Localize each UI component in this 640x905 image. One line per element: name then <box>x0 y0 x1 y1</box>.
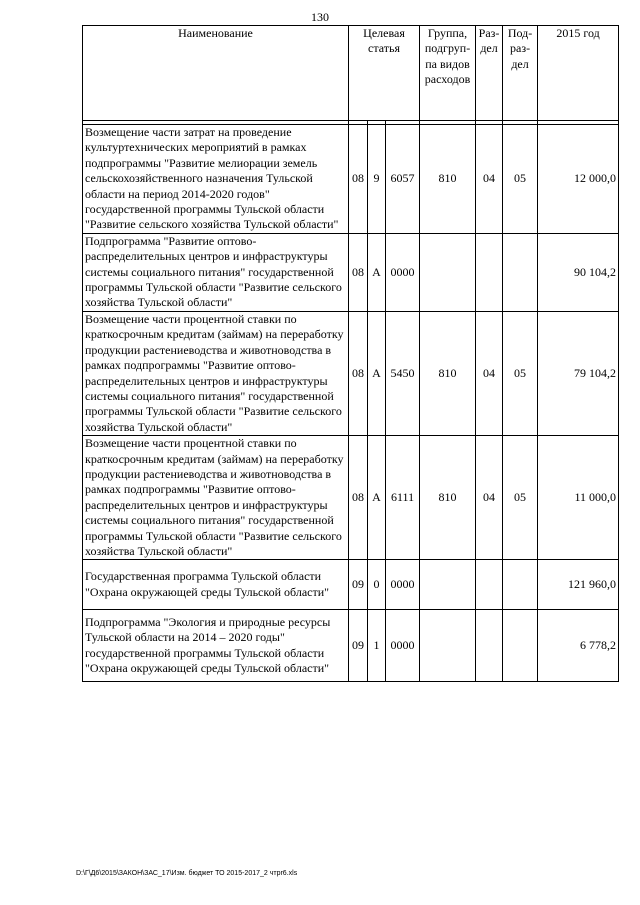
row-code-subprogram: 1 <box>368 610 386 682</box>
row-code-item: 5450 <box>386 311 420 435</box>
row-section: 04 <box>476 436 503 560</box>
header-row <box>83 26 619 121</box>
header-year: 2015 год <box>538 26 619 121</box>
row-amount: 90 104,2 <box>538 233 619 311</box>
row-group: 810 <box>420 311 476 435</box>
header-target: Целевая статья <box>349 26 420 121</box>
row-section <box>476 233 503 311</box>
row-section: 04 <box>476 311 503 435</box>
row-code-program: 08 <box>349 125 368 234</box>
row-group: 810 <box>420 125 476 234</box>
row-code-item: 0000 <box>386 233 420 311</box>
row-subsection: 05 <box>503 311 538 435</box>
row-subsection <box>503 610 538 682</box>
row-code-item: 6111 <box>386 436 420 560</box>
row-group <box>420 610 476 682</box>
row-amount: 121 960,0 <box>538 560 619 610</box>
row-name: Возмещение части процентной ставки по краткосрочным кредитам (займам) на переработку продукции растениеводства и животноводства в рамках подпрограммы "Развитие оптово-распределительных центров и инфраструктуры системы социального питания" государственной программы Тульской области "Развитие сельского хозяйства Тульской области" <box>83 436 349 560</box>
row-name: Государственная программа Тульской области "Охрана окружающей среды Тульской области" <box>83 560 349 610</box>
row-code-subprogram: 9 <box>368 125 386 234</box>
file-path-footer: D:\Г\Д6\2015\ЗАКОН\ЗАС_17\Изм. бюджет ТО 2015-2017_2 чтpr6.xls <box>76 870 298 877</box>
row-code-item: 0000 <box>386 560 420 610</box>
row-code-program: 09 <box>349 560 368 610</box>
table-row <box>83 233 619 311</box>
row-amount: 11 000,0 <box>538 436 619 560</box>
header-subsection: Под-раз-дел <box>503 26 538 121</box>
row-code-item: 0000 <box>386 610 420 682</box>
row-group <box>420 560 476 610</box>
header-name: Наименование <box>83 26 349 121</box>
row-code-item: 6057 <box>386 125 420 234</box>
row-code-program: 09 <box>349 610 368 682</box>
table-row <box>83 311 619 435</box>
row-code-subprogram: 0 <box>368 560 386 610</box>
row-name: Подпрограмма "Экология и природные ресурсы Тульской области на 2014 – 2020 годы" государственной программы Тульской области "Охрана окружающей среды Тульской области" <box>83 610 349 682</box>
row-code-program: 08 <box>349 436 368 560</box>
row-code-program: 08 <box>349 311 368 435</box>
table-row <box>83 125 619 234</box>
header-section: Раз-дел <box>476 26 503 121</box>
row-code-subprogram: А <box>368 233 386 311</box>
row-amount: 79 104,2 <box>538 311 619 435</box>
row-subsection <box>503 233 538 311</box>
budget-table <box>82 25 619 682</box>
row-amount: 6 778,2 <box>538 610 619 682</box>
row-group <box>420 233 476 311</box>
row-subsection: 05 <box>503 436 538 560</box>
header-group: Группа, подгруп-па видов расходов <box>420 26 476 121</box>
row-section: 04 <box>476 125 503 234</box>
row-subsection <box>503 560 538 610</box>
table-row <box>83 436 619 560</box>
row-section <box>476 610 503 682</box>
row-code-subprogram: А <box>368 311 386 435</box>
row-code-program: 08 <box>349 233 368 311</box>
row-name: Возмещение части процентной ставки по краткосрочным кредитам (займам) на переработку продукции растениеводства и животноводства в рамках подпрограммы "Развитие оптово-распределительных центров и инфраструктуры системы социального питания" государственной программы Тульской области "Развитие сельского хозяйства Тульской области" <box>83 311 349 435</box>
row-amount: 12 000,0 <box>538 125 619 234</box>
row-name: Подпрограмма "Развитие оптово-распределительных центров и инфраструктуры системы социального питания" государственной программы Тульской области "Развитие сельского хозяйства Тульской области" <box>83 233 349 311</box>
row-subsection: 05 <box>503 125 538 234</box>
table-row <box>83 610 619 682</box>
table-row <box>83 560 619 610</box>
row-section <box>476 560 503 610</box>
row-code-subprogram: А <box>368 436 386 560</box>
row-group: 810 <box>420 436 476 560</box>
row-name: Возмещение части затрат на проведение культуртехнических мероприятий в рамках подпрограммы "Развитие мелиорации земель сельскохозяйственного назначения Тульской области на период 2014-2020 годов" государственной программы Тульской области "Развитие сельского хозяйства Тульской области" <box>83 125 349 234</box>
page-number: 130 <box>311 10 329 24</box>
